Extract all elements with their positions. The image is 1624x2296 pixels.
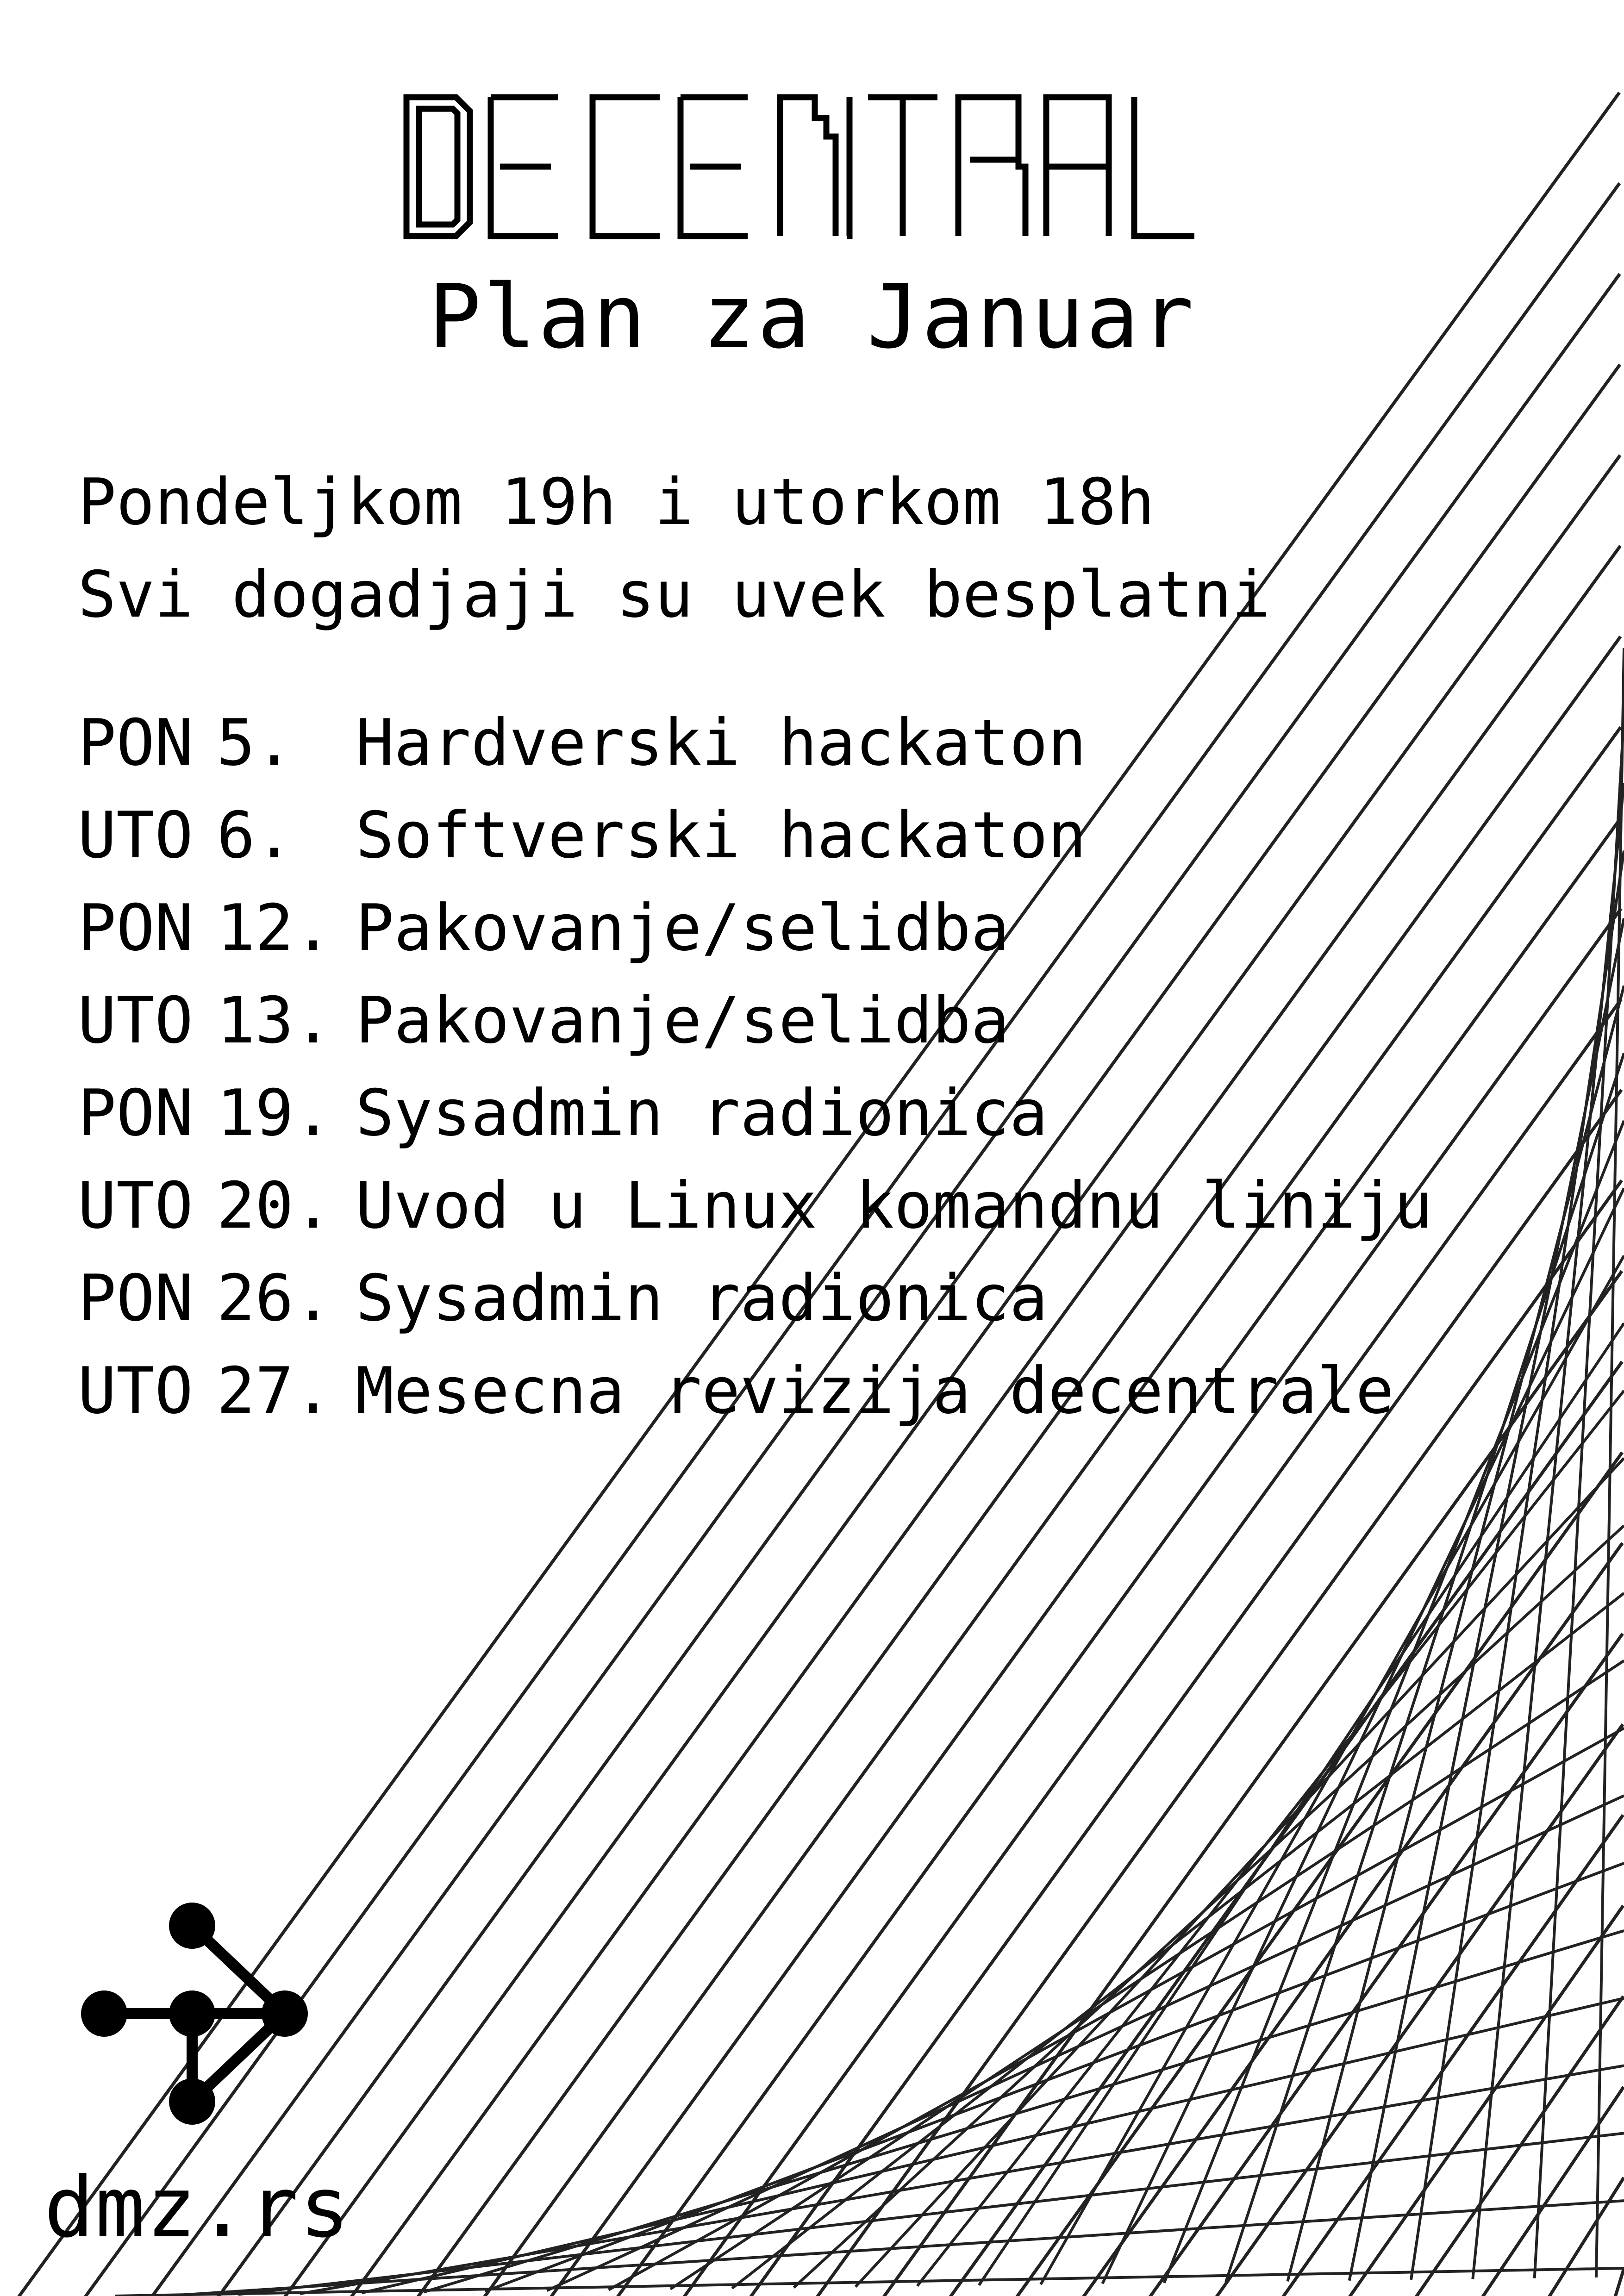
event-day: UTO bbox=[78, 983, 194, 1058]
event-date: 6. bbox=[217, 798, 294, 873]
event-name: Uvod u Linux komandnu liniju bbox=[356, 1168, 1433, 1243]
event-day: UTO bbox=[78, 1354, 194, 1428]
website-url: dmz.rs bbox=[44, 2159, 351, 2256]
string-line bbox=[1482, 2087, 1624, 2296]
event-date: 27. bbox=[217, 1354, 332, 1428]
event-date: 12. bbox=[217, 891, 332, 965]
event-row bbox=[78, 882, 1432, 974]
string-line bbox=[1615, 2268, 1624, 2296]
event-row bbox=[78, 697, 1432, 789]
free-events-note: Svi dogadjaji su uvek besplatni bbox=[78, 557, 1270, 632]
event-name: Mesecna revizija decentrale bbox=[356, 1354, 1394, 1428]
event-day: UTO bbox=[78, 798, 194, 873]
schedule-hours-note: Pondeljkom 19h i utorkom 18h bbox=[78, 465, 1155, 539]
event-date: 26. bbox=[217, 1261, 332, 1335]
network-graph-logo bbox=[76, 1898, 317, 2139]
event-name: Hardverski hackaton bbox=[356, 705, 1087, 780]
string-line bbox=[424, 1931, 1624, 2292]
string-line bbox=[949, 1362, 1622, 2296]
string-line bbox=[485, 1863, 1624, 2291]
event-name: Softverski hackaton bbox=[356, 798, 1087, 873]
event-day: PON bbox=[78, 891, 194, 965]
event-row bbox=[78, 1067, 1432, 1160]
event-row bbox=[78, 1252, 1432, 1345]
string-line bbox=[1349, 1906, 1623, 2296]
event-day: UTO bbox=[78, 1168, 194, 1243]
event-day: PON bbox=[78, 1261, 194, 1335]
string-line bbox=[1548, 2177, 1624, 2296]
string-line bbox=[362, 1998, 1624, 2293]
event-row bbox=[78, 1160, 1432, 1252]
string-line bbox=[1216, 1724, 1623, 2296]
event-day: PON bbox=[78, 705, 194, 780]
event-day: PON bbox=[78, 1076, 194, 1150]
event-row bbox=[78, 974, 1432, 1067]
event-name: Pakovanje/selidba bbox=[356, 891, 1010, 965]
event-date: 13. bbox=[217, 983, 332, 1058]
event-date: 19. bbox=[217, 1076, 332, 1150]
event-date: 5. bbox=[217, 705, 294, 780]
event-name: Sysadmin radionica bbox=[356, 1261, 1048, 1335]
page-subtitle: Plan za Januar bbox=[428, 266, 1196, 368]
event-name: Sysadmin radionica bbox=[356, 1076, 1048, 1150]
event-name: Pakovanje/selidba bbox=[356, 983, 1010, 1058]
event-row bbox=[78, 789, 1432, 882]
event-schedule bbox=[78, 697, 1432, 1437]
event-row bbox=[78, 1345, 1432, 1437]
string-line bbox=[1282, 1815, 1623, 2296]
page-title bbox=[403, 90, 1218, 243]
event-date: 20. bbox=[217, 1168, 332, 1243]
